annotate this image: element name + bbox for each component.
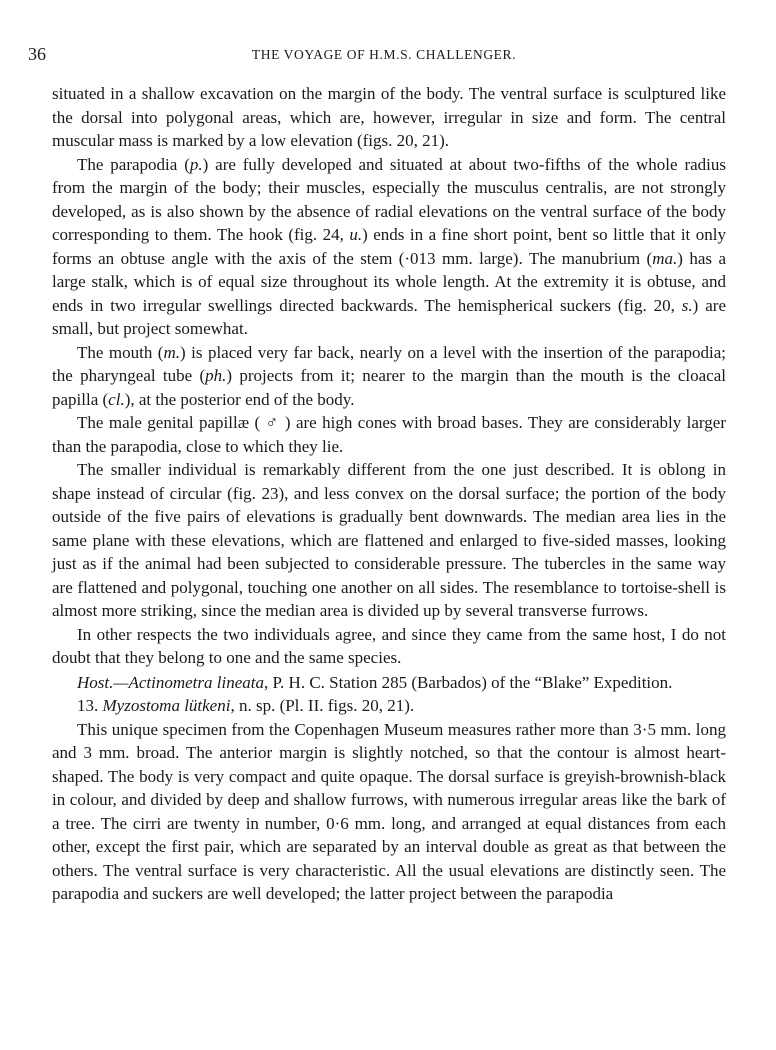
section-heading: [52, 694, 726, 718]
paragraph: [52, 341, 726, 412]
text-run: ) has a large stalk, which is of equal size throughout its whole length. At the extremity it is obtuse, and ends in two irregular swellings directed backwards. The hemispherical suckers (fig. 20,: [52, 248, 727, 315]
running-title: THE VOYAGE OF H.M.S. CHALLENGER.: [251, 47, 517, 62]
text-run-italic: s.: [681, 295, 693, 315]
text-run: ) are fully developed and situated at about two-fifths of the whole radius from the margin of the body; their muscles, especially the musculus centralis, are not strongly developed, as is also shown by the absence of radial elevations on the ventral surface of the body corresponding to them. The hook (fig. 24,: [52, 154, 726, 244]
body-text: [52, 82, 726, 906]
text-run: This unique specimen from the Copenhagen Museum measures rather more than 3·5 mm. long and 3 mm. broad. The anterior margin is slightly notched, so that the contour is almost heart-shaped. The body is very compact and quite opaque. The dorsal surface is greyish-brownish-black in colour, and divided by deep and shallow furrows, with numerous irregular areas like the bark of a tree. The cirri are twenty in number, 0·6 mm. long, and arranged at equal distances from each other, except the first pair, which are separated by an interval double as great as that between the others. The ventral surface is very characteristic. All the usual elevations are distinctly seen. The parapodia and suckers are well developed; the latter project between the parapodia: [52, 719, 726, 903]
paragraph: [52, 411, 726, 458]
paragraph: [52, 718, 726, 906]
text-run: , P. H. C. Station 285 (Barbados) of the “Blake” Expedition.: [263, 672, 673, 692]
page-header: [28, 44, 740, 68]
text-run: The parapodia (: [77, 154, 190, 174]
text-run-italic: m.: [163, 342, 181, 362]
host-line: [52, 671, 726, 695]
paragraph: [52, 82, 726, 153]
species-name: Myzostoma lütkeni: [102, 696, 231, 715]
text-run: , n. sp. (Pl. II. figs. 20, 21).: [230, 696, 415, 715]
text-run: ) projects from it; nearer to the margin than the mouth is the cloacal papilla (: [52, 366, 726, 409]
text-run: ) are small, but project somewhat.: [52, 295, 726, 338]
text-run: The male genital papillæ ( ♂ ) are high cones with broad bases. They are considerably larger than the parapodia, close to which they lie.: [52, 413, 726, 456]
text-run-italic: Host.—Actinometra lineata: [77, 672, 264, 692]
text-run: situated in a shallow excavation on the margin of the body. The ventral surface is sculptured like the dorsal into polygonal areas, which are, however, irregular in size and form. The central muscular mass is marked by a low elevation (figs. 20, 21).: [52, 84, 726, 150]
paragraph: [52, 623, 726, 670]
text-run-italic: cl.: [108, 389, 125, 409]
text-run-italic: ph.: [205, 366, 227, 385]
text-run-italic: p.: [189, 154, 203, 174]
text-run: ), at the posterior end of the body.: [124, 389, 355, 409]
paragraph: [52, 153, 726, 341]
text-run: 13.: [77, 696, 103, 715]
text-run: In other respects the two individuals agree, and since they came from the same host, I do not doubt that they belong to one and the same species.: [52, 624, 726, 667]
text-run: ) ends in a fine short point, bent so little that it only forms an obtuse angle with the axis of the stem (·013 mm. large). The manubrium (: [52, 225, 726, 268]
text-run-italic: u.: [349, 225, 363, 244]
text-run: ) is placed very far back, nearly on a level with the insertion of the parapodia; the pharyngeal tube (: [52, 342, 726, 385]
text-run: The smaller individual is remarkably different from the one just described. It is oblong in shape instead of circular (fig. 23), and less convex on the dorsal surface; the portion of the body outside of the five pairs of elevations is gradually bent downwards. The median area lies in the same plane with these elevations, which are flattened and enlarged to five-sided masses, looking just as if the animal had been subjected to considerable pressure. The tubercles in the same way are flattened and polygonal, touching one another on all sides. The resemblance to tortoise-shell is almost more striking, since the median area is divided up by several transverse furrows.: [52, 460, 726, 620]
paragraph: [52, 458, 726, 623]
page-number: 36: [28, 44, 46, 64]
text-run-italic: ma.: [652, 248, 678, 268]
text-run: The mouth (: [77, 342, 164, 362]
